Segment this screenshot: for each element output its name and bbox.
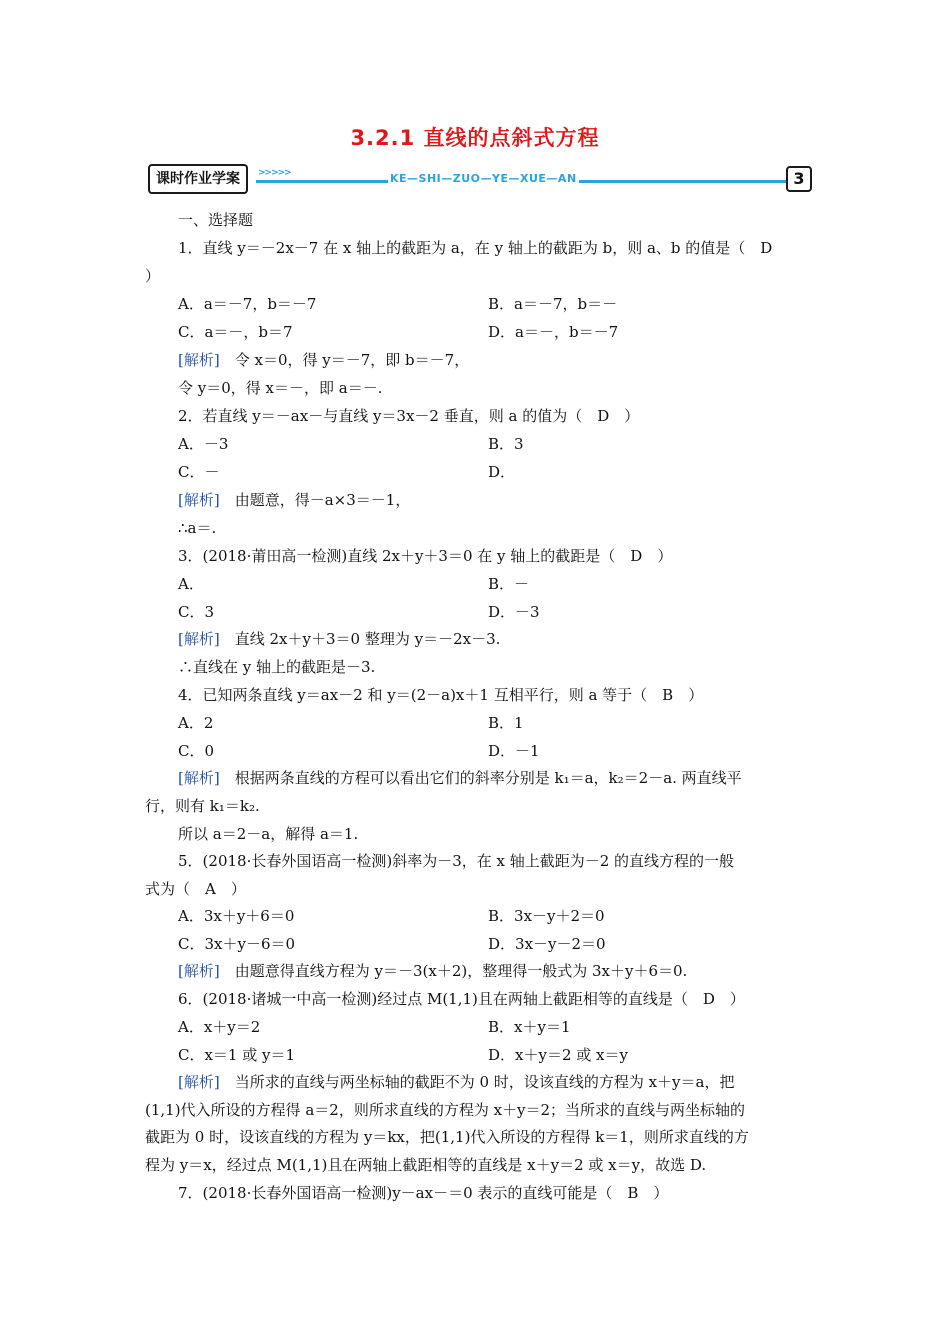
q1-solution-line1: 令 x＝0，得 y＝－7，即 b＝－7， bbox=[234, 351, 470, 369]
q4-option-c: C．0 bbox=[178, 742, 215, 760]
q5-option-c: C．3x＋y－6＝0 bbox=[178, 935, 296, 953]
jiexi-label: [解析] bbox=[178, 491, 220, 509]
q6-option-b: B．x＋y＝1 bbox=[488, 1018, 571, 1036]
q2-option-d: D． bbox=[488, 463, 516, 481]
q3-solution bbox=[178, 629, 500, 649]
banner-tag: 课时作业学案 bbox=[148, 164, 248, 194]
q6-option-c: C．x＝1 或 y＝1 bbox=[178, 1046, 296, 1064]
q1-option-c: C．a＝－，b＝7 bbox=[178, 323, 293, 341]
q4-solution-line1: 根据两条直线的方程可以看出它们的斜率分别是 k₁＝a，k₂＝2－a. 两直线平 bbox=[234, 769, 742, 787]
q2-solution bbox=[178, 490, 410, 510]
q1-solution bbox=[178, 350, 469, 370]
page-title: 3.2.1 直线的点斜式方程 bbox=[350, 126, 600, 150]
q5-option-b: B．3x－y＋2＝0 bbox=[488, 907, 605, 925]
jiexi-label: [解析] bbox=[178, 962, 220, 980]
q4-stem: 4．已知两条直线 y＝ax－2 和 y＝(2－a)x＋1 互相平行，则 a 等于（ B ） bbox=[178, 686, 704, 704]
q3-solution-line1: 直线 2x＋y＋3＝0 整理为 y＝－2x－3. bbox=[234, 630, 501, 648]
q6-option-a: A．x＋y＝2 bbox=[178, 1018, 261, 1036]
q1-option-a: A．a＝－7，b＝－7 bbox=[178, 295, 317, 313]
q4-solution-line2: 行，则有 k₁＝k₂. bbox=[145, 797, 260, 815]
q6-solution-line1: 当所求的直线与两坐标轴的截距不为 0 时，设该直线的方程为 x＋y＝a，把 bbox=[234, 1073, 735, 1091]
q3-option-b: B．－ bbox=[488, 575, 530, 593]
q2-stem: 2．若直线 y＝－ax－与直线 y＝3x－2 垂直，则 a 的值为（ D ） bbox=[178, 407, 640, 425]
section-banner bbox=[148, 162, 812, 194]
banner-number: 3 bbox=[786, 166, 812, 192]
q1-option-d: D．a＝－，b＝－7 bbox=[488, 323, 619, 341]
q4-solution-line3: 所以 a＝2－a，解得 a＝1. bbox=[178, 825, 359, 843]
banner-arrows: >>>>> bbox=[258, 168, 291, 178]
q2-solution-line2: ∴a＝. bbox=[178, 519, 217, 537]
q6-solution bbox=[178, 1072, 734, 1092]
q1-stem: 1．直线 y＝－2x－7 在 x 轴上的截距为 a，在 y 轴上的截距为 b，则 a、b 的值是（ D bbox=[178, 239, 773, 257]
q1-solution-line2: 令 y＝0，得 x＝－，即 a＝－. bbox=[178, 379, 383, 397]
q2-option-a: A．－3 bbox=[178, 435, 229, 453]
q2-option-c: C．－ bbox=[178, 463, 220, 481]
q3-stem: 3．(2018·莆田高一检测)直线 2x＋y＋3＝0 在 y 轴上的截距是（ D ） bbox=[178, 547, 673, 565]
jiexi-label: [解析] bbox=[178, 1073, 220, 1091]
q3-option-c: C．3 bbox=[178, 603, 215, 621]
q3-option-a: A． bbox=[178, 575, 204, 593]
q6-option-d: D．x＋y＝2 或 x＝y bbox=[488, 1046, 628, 1064]
q6-solution-line2: (1,1)代入所设的方程得 a＝2，则所求直线的方程为 x＋y＝2；当所求的直线与两坐标轴的 bbox=[145, 1101, 746, 1119]
q6-solution-line4: 程为 y＝x，经过点 M(1,1)且在两轴上截距相等的直线是 x＋y＝2 或 x＝y，故选 D. bbox=[145, 1156, 707, 1174]
q2-solution-line1: 由题意，得－a×3＝－1， bbox=[234, 491, 411, 509]
q6-stem: 6．(2018·诸城一中高一检测)经过点 M(1,1)且在两轴上截距相等的直线是（ D ） bbox=[178, 990, 745, 1008]
q5-solution-line1: 由题意得直线方程为 y＝－3(x＋2)，整理得一般式为 3x＋y＋6＝0. bbox=[234, 962, 688, 980]
jiexi-label: [解析] bbox=[178, 351, 220, 369]
q4-option-a: A．2 bbox=[178, 714, 214, 732]
q6-solution-line3: 截距为 0 时，设该直线的方程为 y＝kx，把(1,1)代入所设的方程得 k＝1，则所求直线的方 bbox=[145, 1128, 749, 1146]
section-heading: 一、选择题 bbox=[178, 211, 254, 229]
banner-pinyin: KE—SHI—ZUO—YE—XUE—AN bbox=[390, 172, 577, 185]
q4-option-b: B．1 bbox=[488, 714, 524, 732]
q1-option-b: B．a＝－7，b＝－ bbox=[488, 295, 618, 313]
jiexi-label: [解析] bbox=[178, 630, 220, 648]
q2-option-b: B．3 bbox=[488, 435, 524, 453]
q3-solution-line2: ∴直线在 y 轴上的截距是－3. bbox=[178, 658, 376, 676]
q5-solution bbox=[178, 961, 687, 981]
q5-stem: 5．(2018·长春外国语高一检测)斜率为－3，在 x 轴上截距为－2 的直线方程的一般 bbox=[178, 852, 735, 870]
q4-option-d: D．－1 bbox=[488, 742, 540, 760]
q3-option-d: D．－3 bbox=[488, 603, 540, 621]
q5-option-d: D．3x－y－2＝0 bbox=[488, 935, 606, 953]
q4-solution bbox=[178, 768, 742, 788]
q7-stem: 7．(2018·长春外国语高一检测)y－ax－＝0 表示的直线可能是（ B ） bbox=[178, 1184, 669, 1202]
q1-stem-cont: ） bbox=[145, 267, 161, 285]
q5-option-a: A．3x＋y＋6＝0 bbox=[178, 907, 295, 925]
q5-stem-cont: 式为（ A ） bbox=[145, 880, 246, 898]
jiexi-label: [解析] bbox=[178, 769, 220, 787]
